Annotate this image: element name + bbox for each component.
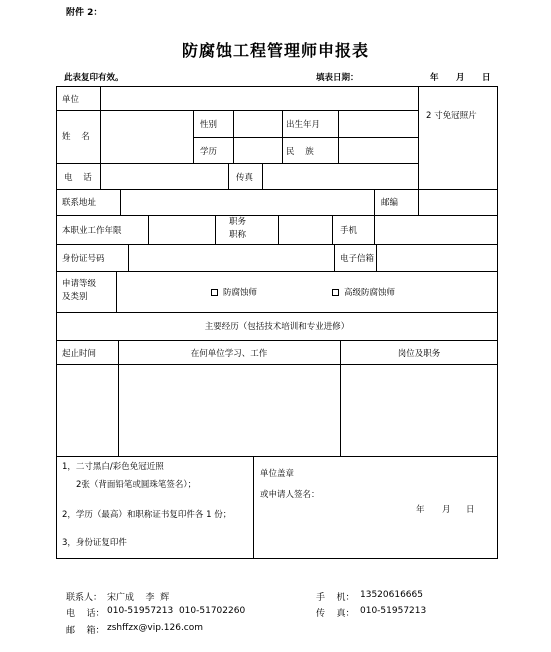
sign-month-label: 月	[442, 505, 451, 515]
sign-year-label: 年	[416, 505, 425, 515]
requirement-2: 2，学历（最高）和职称证书复印件各 1 份；	[62, 510, 232, 520]
work-years-label: 本职业工作年限	[62, 226, 122, 236]
date-year-label: 年	[430, 73, 439, 83]
unit-stamp-label: 单位盖章	[260, 469, 295, 479]
id-number-label: 身份证号码	[62, 254, 105, 264]
contact-names: 宋广成 李 辉	[107, 593, 170, 603]
address-label: 联系地址	[62, 198, 97, 208]
gender-label: 性别	[200, 120, 218, 130]
applicant-sign-label: 或申请人签名：	[260, 490, 320, 500]
checkbox-icon[interactable]	[211, 289, 218, 296]
email-footer-value[interactable]: zshffzx@vip.126.com	[107, 623, 204, 633]
birth-label: 出生年月	[286, 120, 321, 130]
position-title-label: 职务 职称	[229, 217, 247, 240]
fax-footer-label: 传 真：	[316, 609, 355, 619]
mobile-footer-value: 13520616665	[360, 590, 423, 600]
education-label: 学历	[200, 147, 218, 157]
fill-date-label: 填表日期：	[316, 73, 359, 83]
ethnicity-label: 民 族	[286, 147, 314, 157]
page-title: 防腐蚀工程管理师申报表	[181, 41, 369, 60]
sign-day-label: 日	[466, 505, 475, 515]
email-footer-label: 邮 箱：	[66, 626, 105, 636]
option-label: 高级防腐蚀师	[344, 288, 396, 298]
main-experience-heading: 主要经历（包括技术培训和专业进修）	[204, 322, 350, 332]
checkbox-icon[interactable]	[332, 289, 339, 296]
attachment-label: 附件 2：	[66, 8, 103, 18]
apply-level-label: 申请等级 及类别	[62, 279, 97, 302]
option-anticorrosion-engineer[interactable]	[211, 286, 257, 298]
phone-footer-value: 010-51957213 010-51702260	[107, 606, 246, 616]
start-end-time-label: 起止时间	[62, 349, 97, 359]
phone-footer-label: 电 话：	[66, 609, 105, 619]
where-study-work-label: 在何单位学习、工作	[190, 349, 268, 359]
mobile-footer-label: 手 机：	[316, 593, 355, 603]
requirement-1b: 2张（背面铅笔或圆珠笔签名）；	[76, 480, 197, 490]
date-month-label: 月	[456, 73, 465, 83]
fax-footer-value: 010-51957213	[360, 606, 427, 616]
option-label: 防腐蚀师	[223, 288, 258, 298]
requirement-1a: 1，二寸黑白/彩色免冠近照	[62, 462, 164, 472]
email-label: 电子信箱	[340, 254, 375, 264]
postcode-label: 邮编	[381, 198, 399, 208]
fax-label: 传真	[236, 173, 254, 183]
option-senior-anticorrosion-engineer[interactable]	[332, 286, 395, 298]
unit-label: 单位	[62, 95, 80, 105]
contact-label: 联系人：	[66, 593, 103, 603]
copy-note: 此表复印有效。	[64, 73, 124, 83]
photo-label: 2 寸免冠照片	[426, 111, 477, 121]
phone-label: 电 话	[64, 173, 92, 183]
application-form-table	[56, 86, 498, 559]
requirement-3: 3，身份证复印件	[62, 538, 127, 548]
date-day-label: 日	[482, 73, 491, 83]
mobile-label: 手机	[340, 226, 358, 236]
name-label: 姓 名	[62, 132, 90, 142]
post-duties-label: 岗位及职务	[397, 349, 441, 359]
